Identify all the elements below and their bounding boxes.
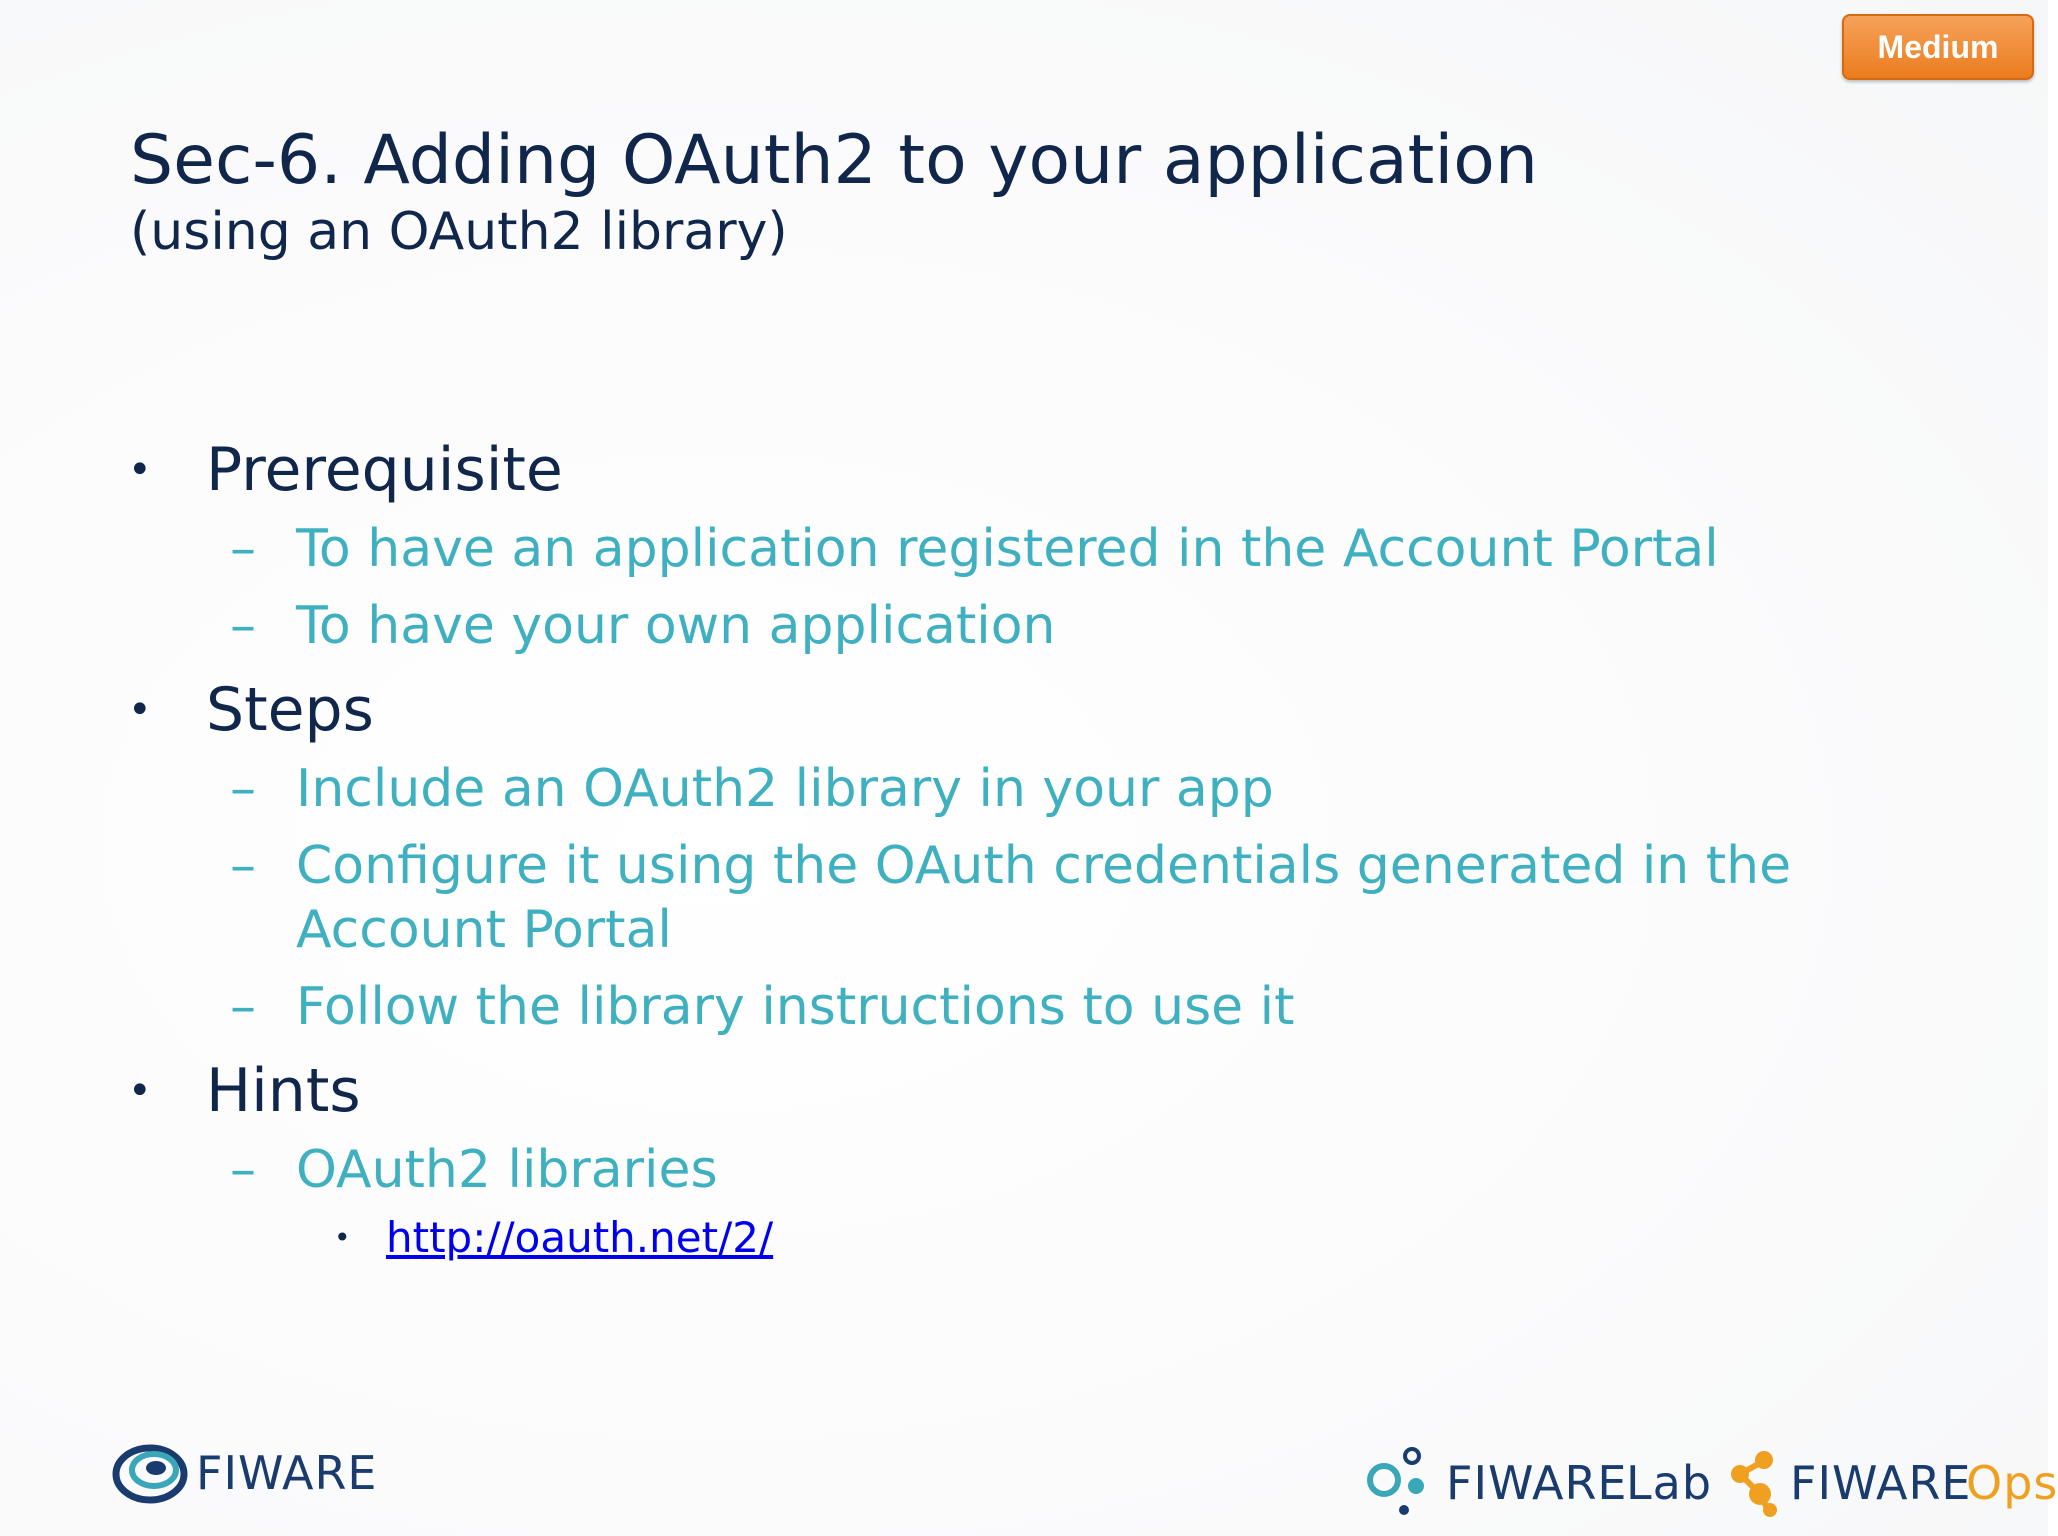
- bullet-label: Prerequisite: [206, 435, 563, 505]
- sub-item-text: Configure it using the OAuth credentials generated in the: [296, 836, 1792, 896]
- sub-item-continuation: [296, 899, 672, 961]
- dash-marker: –: [230, 759, 256, 819]
- fiware-ops-network-icon: [1726, 1448, 1788, 1518]
- fiware-lab-dots-icon: [1366, 1442, 1438, 1518]
- sub-item: [230, 518, 1719, 580]
- fiware-lab-logo: [1366, 1442, 1713, 1522]
- sub-item-text: To have your own application: [296, 596, 1056, 656]
- sub-item-text: To have an application registered in the Account Portal: [296, 519, 1719, 579]
- sub-item: [230, 1139, 718, 1201]
- slide-subtitle: (using an OAuth2 library): [130, 202, 788, 262]
- difficulty-badge: Medium: [1842, 14, 2034, 80]
- sub-item: [230, 976, 1295, 1038]
- bullet-steps: [128, 674, 374, 746]
- bullet-prerequisite: [128, 434, 563, 506]
- fiware-ops-brand: FIWARE: [1790, 1456, 1972, 1510]
- sub-item-text: OAuth2 libraries: [296, 1140, 718, 1200]
- dash-marker: –: [230, 596, 256, 656]
- bullet-marker: •: [334, 1221, 351, 1254]
- bullet-marker: •: [128, 687, 152, 733]
- fiware-ops-suffix: Ops: [1966, 1456, 2058, 1510]
- sub-item: [230, 835, 1792, 897]
- fiware-lab-brand: FIWARE: [1446, 1456, 1628, 1510]
- dash-marker: –: [230, 1140, 256, 1200]
- sub-item: [230, 595, 1056, 657]
- sub-item-text: Account Portal: [296, 900, 672, 960]
- fiware-swirl-icon: [112, 1440, 190, 1504]
- sub-item: [230, 758, 1274, 820]
- bullet-label: Hints: [206, 1056, 361, 1126]
- fiware-logo-text: FIWARE: [196, 1446, 378, 1500]
- dash-marker: –: [230, 977, 256, 1037]
- dash-marker: –: [230, 519, 256, 579]
- dash-marker: –: [230, 836, 256, 896]
- fiware-ops-logo: [1726, 1448, 2058, 1522]
- sub-sub-item: [334, 1212, 774, 1264]
- oauth-link[interactable]: http://oauth.net/2/: [386, 1213, 774, 1262]
- bullet-hints: [128, 1055, 361, 1127]
- bullet-marker: •: [128, 1068, 152, 1114]
- bullet-marker: •: [128, 447, 152, 493]
- slide-title: Sec-6. Adding OAuth2 to your application: [130, 121, 1538, 200]
- sub-item-text: Include an OAuth2 library in your app: [296, 759, 1274, 819]
- sub-item-text: Follow the library instructions to use it: [296, 977, 1295, 1037]
- bullet-label: Steps: [206, 675, 374, 745]
- fiware-logo: [112, 1440, 378, 1508]
- fiware-lab-suffix: Lab: [1626, 1456, 1713, 1510]
